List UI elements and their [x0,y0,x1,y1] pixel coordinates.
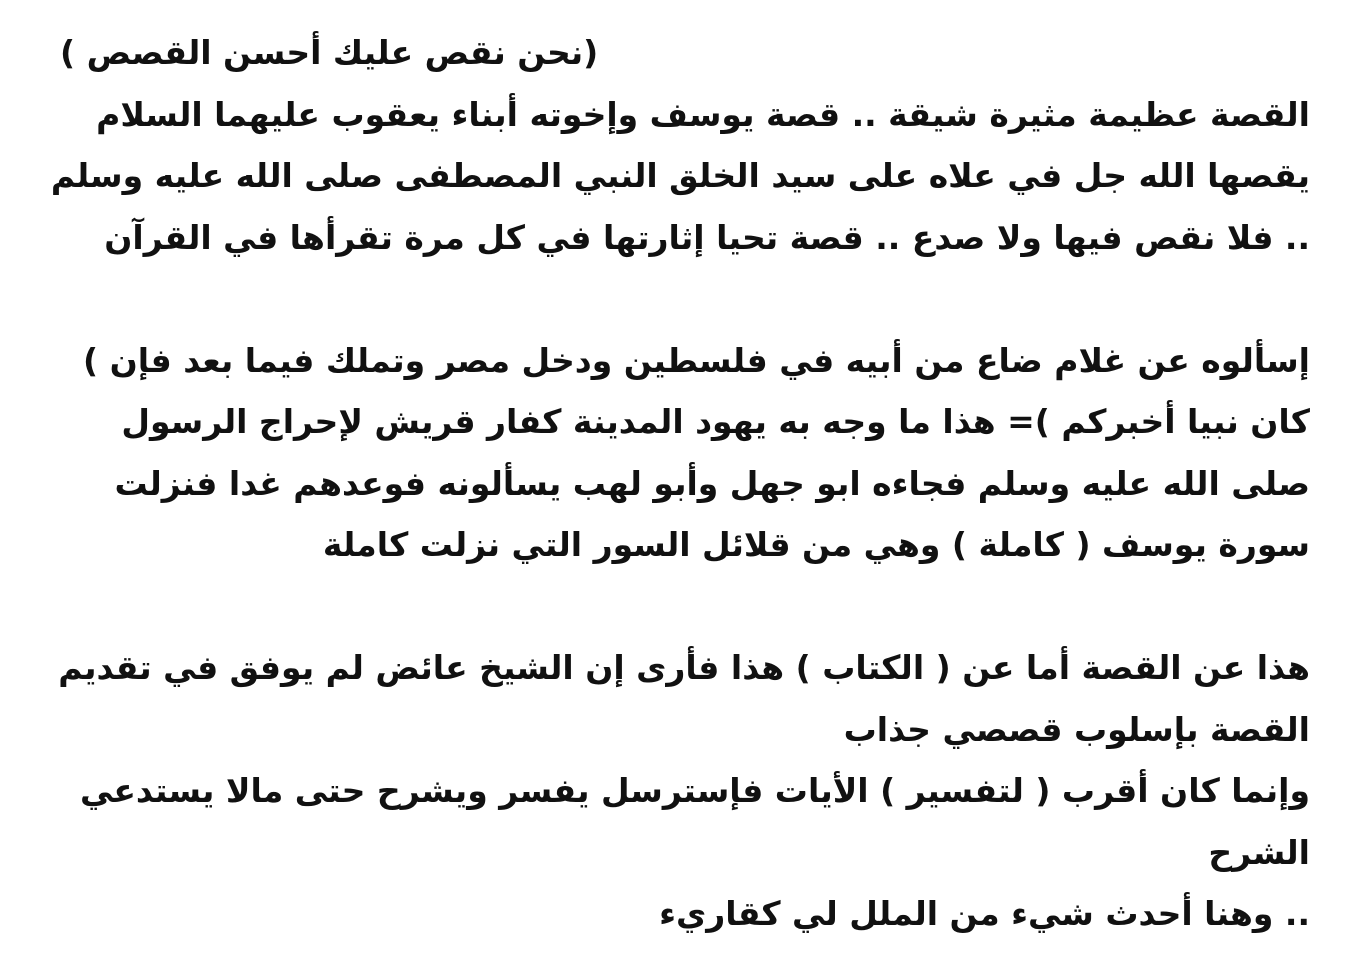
paragraph-2-line-4: سورة يوسف ( كاملة ) وهي من قلائل السور التي نزلت كاملة [322,525,1310,564]
document-text [50,22,1310,945]
paragraph-spacer [60,576,1310,638]
paragraph-3-line-5: .. وهنا أحدث شيء من الملل لي كقاريء [659,894,1310,933]
paragraph-2-line-1: إسألوه عن غلام ضاع من أبيه في فلسطين ودخل مصر وتملك فيما بعد فإن ) [83,340,1310,380]
paragraph-3-line-4: الشرح [1208,832,1310,872]
paragraph-2-line-2: كان نبيا أخبركم )= هذا ما وجه به يهود المدينة كفار قريش لإحراج الرسول [121,402,1310,441]
paragraph-spacer [60,268,1310,330]
paragraph-3-line-2: القصة بإسلوب قصصي جذاب [843,709,1310,749]
paragraph-2-line-3: صلى الله عليه وسلم فجاءه ابو جهل وأبو لهب يسألونه فوعدهم غدا فنزلت [114,463,1310,503]
paragraph-1-line-1: القصة عظيمة مثيرة شيقة .. قصة يوسف وإخوته أبناء يعقوب عليهما السلام [96,94,1310,134]
paragraph-1-line-3: .. فلا نقص فيها ولا صدع .. قصة تحيا إثارتها في كل مرة تقرأها في القرآن [104,217,1310,257]
paragraph-3-line-3: وإنما كان أقرب ( لتفسير ) الأيات فإسترسل يفسر ويشرح حتى مالا يستدعي [79,771,1310,810]
document-heading: (نحن نقص عليك أحسن القصص ) [60,33,599,72]
paragraph-3-line-1: هذا عن القصة أما عن ( الكتاب ) هذا فأرى إن الشيخ عائض لم يوفق في تقديم [58,648,1310,687]
paragraph-1-line-2: يقصها الله جل في علاه على سيد الخلق النبي المصطفى صلى الله عليه وسلم [50,156,1310,195]
